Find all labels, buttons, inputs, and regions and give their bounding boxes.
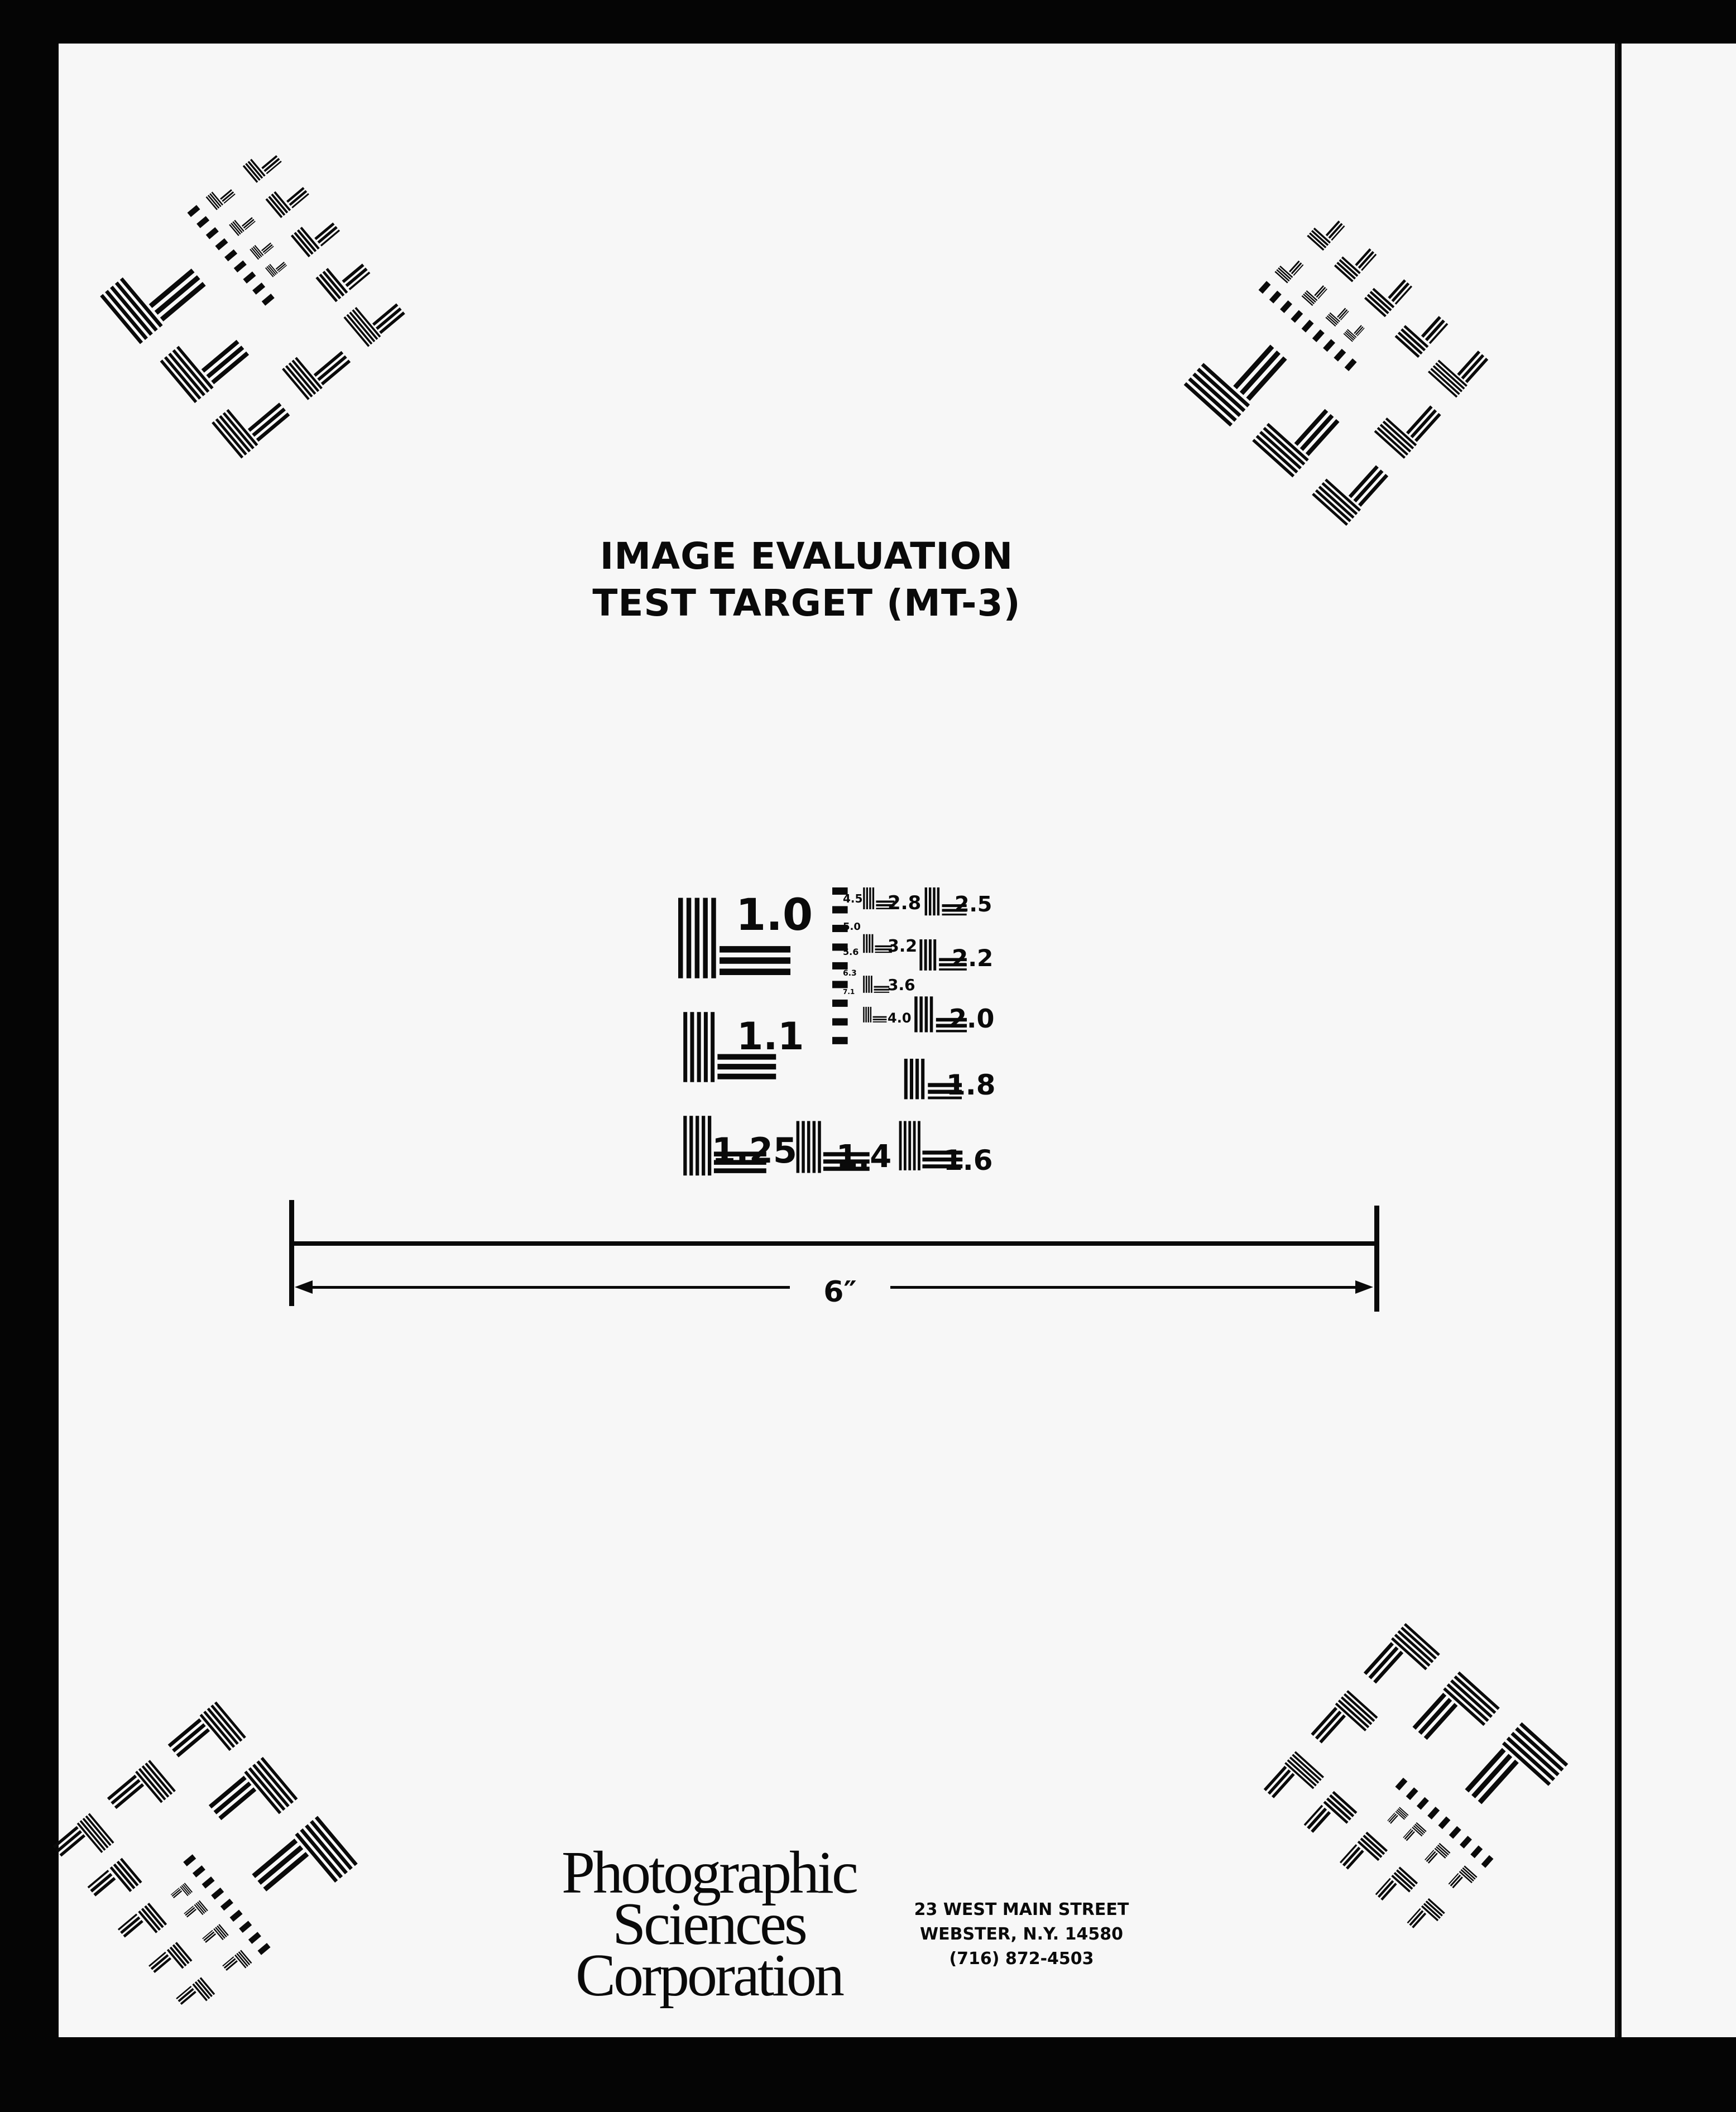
label-2-5: 2.5 <box>955 892 992 916</box>
top-right-resolution-chart <box>1178 212 1495 529</box>
address-phone: (716) 872-4503 <box>949 1949 1094 1969</box>
company-line-1: Photographic <box>562 1840 856 1906</box>
label-2-0: 2.0 <box>949 1004 995 1034</box>
label-2-2: 2.2 <box>952 944 994 972</box>
label-6-3: 6.3 <box>843 969 857 978</box>
page-title <box>527 533 1086 627</box>
bottom-right-resolution-chart <box>1257 1620 1574 1937</box>
label-1-0: 1.0 <box>736 890 813 940</box>
scale-label: 6″ <box>790 1275 890 1309</box>
label-3-6: 3.6 <box>888 976 915 994</box>
label-1-1: 1.1 <box>737 1015 804 1059</box>
bottom-left-resolution-chart <box>46 1699 363 2015</box>
top-left-resolution-chart <box>95 145 411 461</box>
title-line-1: IMAGE EVALUATION <box>600 535 1014 578</box>
label-1-4: 1.4 <box>836 1139 892 1175</box>
label-5-0: 5.0 <box>843 921 861 933</box>
address-city: WEBSTER, N.Y. 14580 <box>920 1924 1123 1944</box>
label-1-8: 1.8 <box>946 1069 996 1101</box>
company-name <box>541 1840 876 2009</box>
company-address <box>893 1898 1150 1971</box>
address-street: 23 WEST MAIN STREET <box>914 1900 1129 1919</box>
label-1-25: 1.25 <box>712 1130 797 1171</box>
label-3-2: 3.2 <box>888 937 918 956</box>
label-4-0: 4.0 <box>888 1010 912 1026</box>
label-1-6: 1.6 <box>943 1144 993 1177</box>
label-4-5: 4.5 <box>843 892 863 905</box>
label-2-8: 2.8 <box>888 892 922 914</box>
company-line-3: Corporation <box>576 1942 842 2009</box>
label-7-1: 7.1 <box>843 988 855 996</box>
label-5-6: 5.6 <box>843 947 859 957</box>
company-line-2: Sciences <box>612 1891 805 1957</box>
title-line-2: TEST TARGET (MT-3) <box>592 582 1021 625</box>
